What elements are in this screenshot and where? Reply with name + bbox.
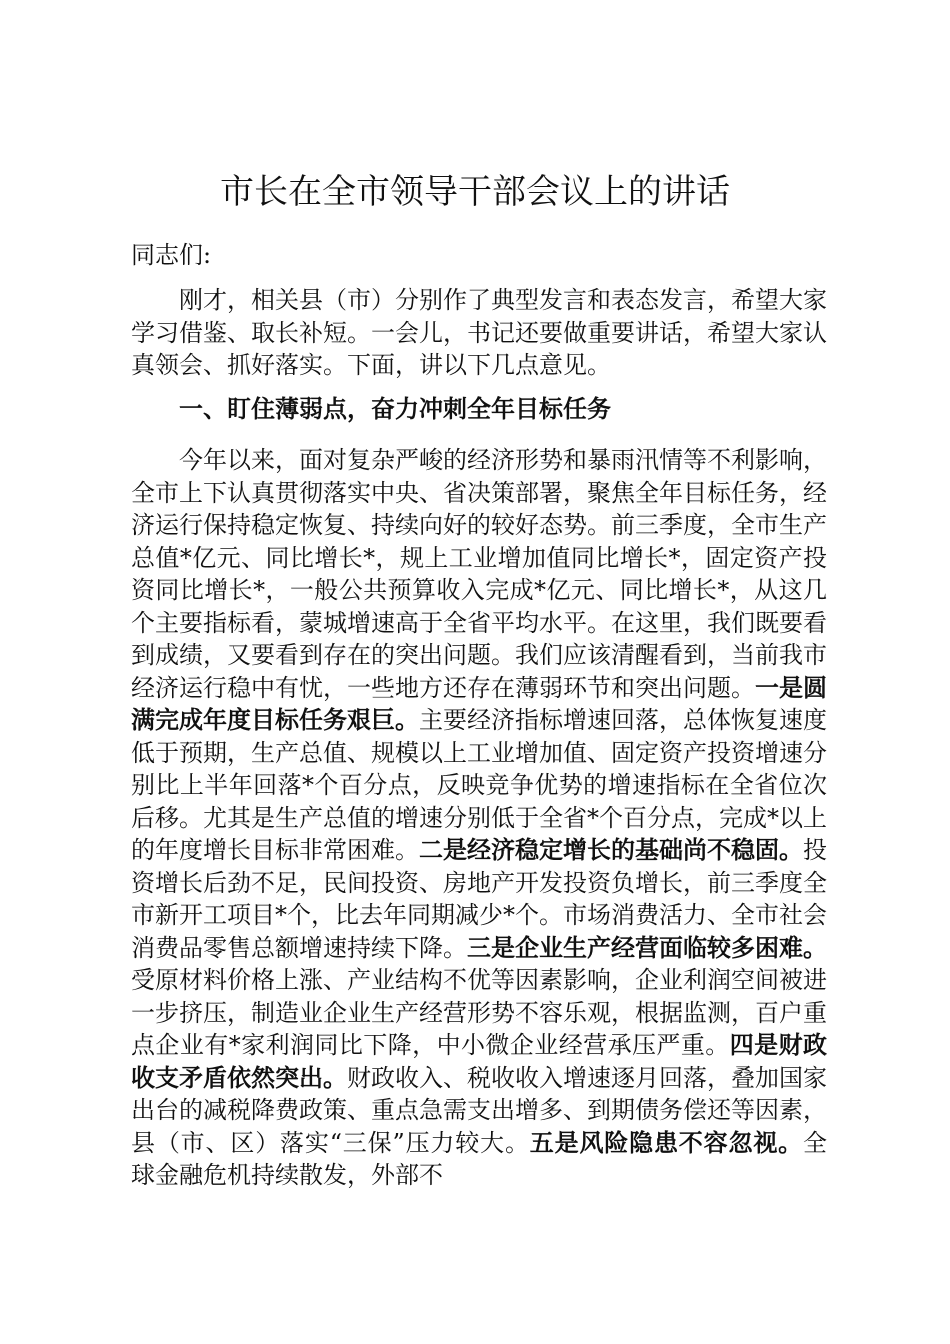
paragraph-text: 投资增长后劲不足，民间投资、房地产开发投资负增长，前三季度全市新开工项目*个，比去年同期减少*个。市场消费活力、全市社会消费品零售总额增速持续下降。 [131, 836, 827, 962]
section-paragraph [131, 444, 827, 1192]
bold-point-4: 四是财政收支矛盾依然突出。 [131, 1031, 828, 1092]
document-title: 市长在全市领导干部会议上的讲话 [220, 172, 730, 212]
bold-point-3: 三是企业生产经营面临较多困难。 [467, 933, 827, 962]
bold-point-2: 二是经济稳定增长的基础尚不稳固。 [419, 836, 803, 864]
paragraph-text: 今年以来，面对复杂严峻的经济形势和暴雨汛情等不利影响，全市上下认真贯彻落实中央、省决策部署，聚焦全年目标任务，经济运行保持稳定恢复、持续向好的较好态势。前三季度，全市生产总值*亿元、同比增长*，规上工业增加值同比增长*，固定资产投资同比增长*，一般公共预算收入完成*亿元、同比增长*，从这几个主要指标看，蒙城增速高于全省平均水平。在这里，我们既要看到成绩，又要看到存在的突出问题。我们应该清醒看到，当前我市经济运行稳中有忧，一些地方还存在薄弱环节和突出问题。 [131, 446, 827, 702]
paragraph-text: 受原材料价格上涨、产业结构不优等因素影响，企业利润空间被进一步挤压，制造业企业生产经营形势不容乐观，根据监测，百户重点企业有*家利润同比下降，中小微企业经营承压严重。 [131, 966, 827, 1059]
paragraph-text: 主要经济指标增速回落，总体恢复速度低于预期，生产总值、规模以上工业增加值、固定资产投资增速分别比上半年回落*个百分点，反映竞争优势的增速指标在全省位次后移。尤其是生产总值的增速分别低于全省*个百分点，完成*以上的年度增长目标非常困难。 [131, 706, 827, 864]
paragraph-text: 全球金融危机持续散发，外部不 [131, 1128, 827, 1189]
salutation: 同志们: [131, 241, 212, 269]
paragraph-text: 财政收入、税收收入增速逐月回落，叠加国家出台的减税降费政策、重点急需支出增多、到期债务偿还等因素，县（市、区）落实“三保”压力较大。 [131, 1063, 827, 1157]
bold-point-1: 一是圆满完成年度目标任务艰巨。 [131, 673, 827, 734]
section-heading: 一、盯住薄弱点，奋力冲刺全年目标任务 [179, 395, 611, 423]
intro-paragraph: 刚才，相关县（市）分别作了典型发言和表态发言，希望大家学习借鉴、取长补短。一会儿，书记还要做重要讲话，希望大家认真领会、抓好落实。下面，讲以下几点意见。 [131, 286, 827, 379]
bold-point-5: 五是风险隐患不容忽视。 [529, 1128, 803, 1157]
